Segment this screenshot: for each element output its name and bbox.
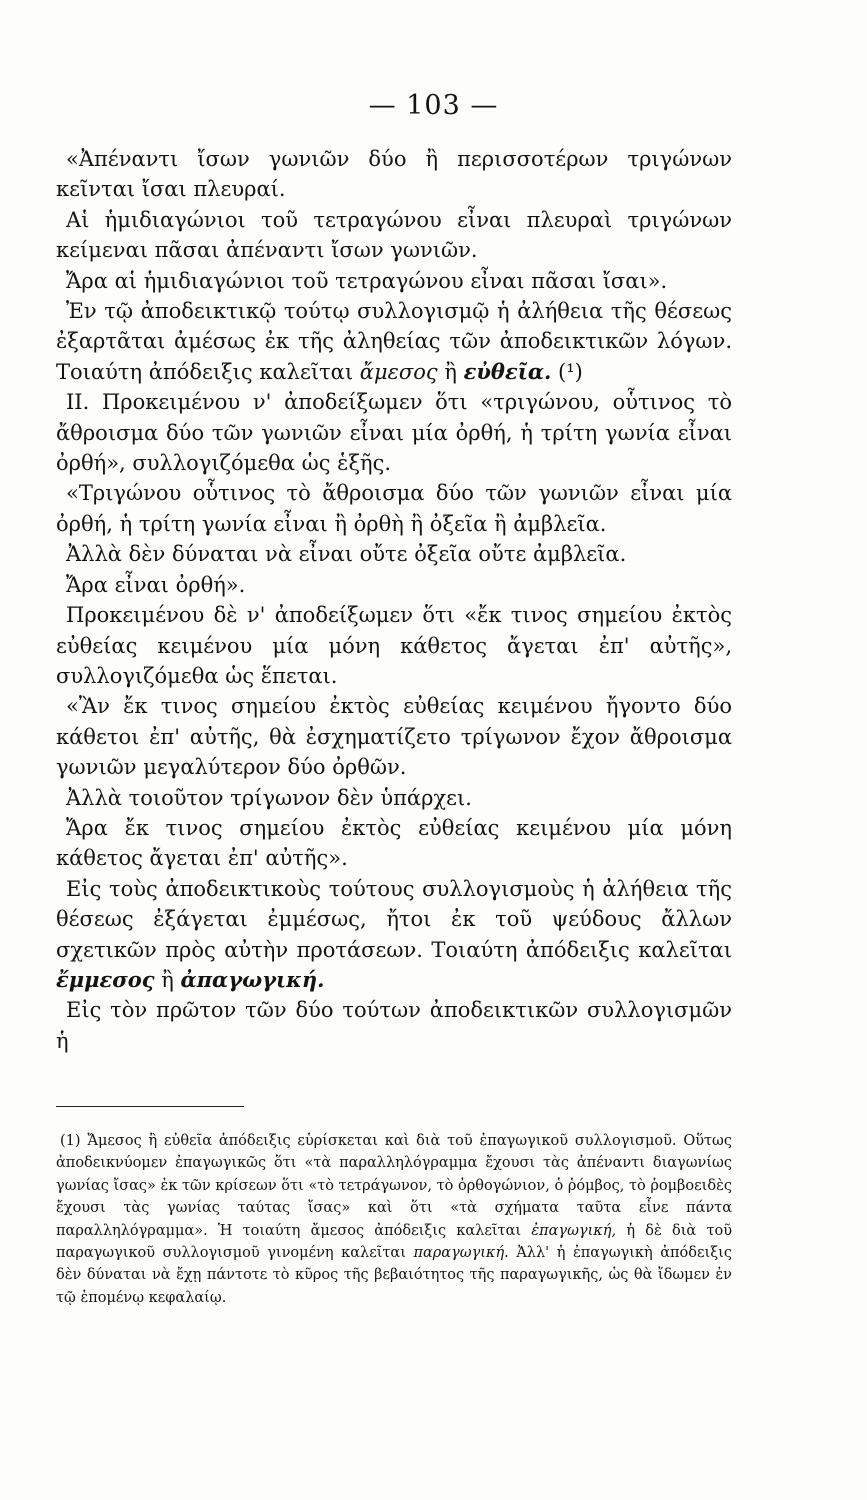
- footnote-reference: (¹): [558, 359, 583, 384]
- term-apagogic: ἀπαγωγική.: [180, 966, 325, 992]
- term-indirect: ἔμμεσος: [56, 966, 155, 992]
- paragraph: Ἀλλὰ δὲν δύναται νὰ εἶναι οὔτε ὀξεῖα οὔτε ἀμβλεῖα.: [66, 542, 627, 567]
- footnote-term-inductive: ἐπαγωγική,: [531, 1222, 617, 1239]
- paragraph: Προκειμένου δὲ ν' ἀποδείξωμεν ὅτι «ἔκ τινος σημείου ἐκτὸς εὐθείας κειμένου μία μόνη κάθετος ἄγεται ἐπ' αὐτῆς», συλλογιζόμεθα ὡς ἕπεται.: [56, 603, 732, 688]
- paragraph: Ἀλλὰ τοιοῦτον τρίγωνον δὲν ὑπάρχει.: [66, 785, 472, 810]
- page-number: — 103 —: [368, 90, 499, 121]
- paragraph-indirect-proof: [56, 874, 732, 996]
- paragraph: Ἄρα αἱ ἡμιδιαγώνιοι τοῦ τετραγώνου εἶναι πᾶσαι ἴσαι».: [66, 268, 668, 293]
- footnote-text: Ἀλλ' ἡ ἐπαγωγικὴ ἀπόδειξις δὲν δύναται νὰ ἔχῃ πάντοτε τὸ κῦρος τῆς βεβαιότητος τῆς παραγωγικῆς, ὡς θὰ ἴδωμεν ἐν τῷ ἑπομένῳ κεφαλαίῳ.: [56, 1245, 732, 1306]
- term-or: ἢ: [161, 967, 174, 992]
- footnote-text: ἡ δὲ διὰ τοῦ παραγωγικοῦ συλλογισμοῦ γινομένη καλεῖται: [56, 1222, 733, 1262]
- term-direct: ἄμεσος: [359, 359, 438, 384]
- footnote: [56, 1130, 732, 1309]
- footnote-paragraph: [56, 1130, 732, 1309]
- paragraph: Ἄρα ἔκ τινος σημείου ἐκτὸς εὐθείας κειμένου μία μόνη κάθετος ἄγεται ἐπ' αὐτῆς».: [56, 815, 732, 871]
- paragraph-direct-proof: [56, 296, 732, 387]
- footnote-text: Ἄμεσος ἢ εὐθεῖα ἀπόδειξις εὑρίσκεται καὶ διὰ τοῦ ἐπαγωγικοῦ συλλογισμοῦ. Οὕτως ἀποδεικνύομεν ἐπαγωγικῶς ὅτι «τὰ παραλληλόγραμμα ἔχουσι τὰς ἀπέναντι διαγωνίως γωνίας ἴσας» ἐκ τῶν κρίσεων ὅτι «τὸ τετράγωνον, τὸ ὀρθογώνιον, ὁ ῥόμβος, τὸ ῥομβοειδὲς ἔχουσι τὰς γωνίας ταύτας ἴσας» καὶ ὅτι «τὰ σχήματα ταῦτα εἶνε πάντα παραλληλόγραμμα». Ἡ τοιαύτη ἄμεσος ἀπόδειξις καλεῖται: [56, 1133, 732, 1239]
- paragraph: Αἱ ἡμιδιαγώνιοι τοῦ τετραγώνου εἶναι πλευραὶ τριγώνων κείμεναι πᾶσαι ἀπέναντι ἴσων γωνιῶν.: [56, 207, 732, 263]
- term-straight: εὐθεῖα.: [463, 358, 552, 384]
- paragraph: «Ἂν ἔκ τινος σημείου ἐκτὸς εὐθείας κειμένου ἤγοντο δύο κάθετοι ἐπ' αὐτῆς, θὰ ἐσχηματίζετο τρίγωνον ἔχον ἄθροισμα γωνιῶν μεγαλύτερον δύο ὀρθῶν.: [56, 694, 732, 780]
- paragraph: Ἄρα εἶναι ὀρθή».: [66, 572, 246, 597]
- footnote-term-deductive: παραγωγική.: [413, 1245, 509, 1262]
- term-or: ἢ: [444, 359, 457, 384]
- main-text: [56, 144, 732, 1056]
- paragraph: Εἰς τὸν πρῶτον τῶν δύο τούτων ἀποδεικτικῶν συλλογισμῶν ἡ: [56, 998, 732, 1053]
- paragraph-text: Ἐν τῷ ἀποδεικτικῷ τούτῳ συλλογισμῷ ἡ ἀλήθεια τῆς θέσεως ἐξαρτᾶται ἀμέσως ἐκ τῆς ἀληθείας τῶν ἀποδεικτικῶν λόγων. Τοιαύτη ἀπόδειξις καλεῖται: [56, 299, 732, 384]
- paragraph: «Τριγώνου οὗτινος τὸ ἄθροισμα δύο τῶν γωνιῶν εἶναι μία ὀρθή, ἡ τρίτη γωνία εἶναι ἢ ὀρθὴ ἢ ὀξεῖα ἢ ἀμβλεῖα.: [56, 481, 732, 536]
- paragraph: «Ἀπέναντι ἴσων γωνιῶν δύο ἢ περισσοτέρων τριγώνων κεῖνται ἴσαι πλευραί.: [56, 147, 732, 202]
- footnote-separator: [56, 1106, 244, 1107]
- paragraph: II. Προκειμένου ν' ἀποδείξωμεν ὅτι «τριγώνου, οὗτινος τὸ ἄθροισμα δύο τῶν γωνιῶν εἶναι μία ὀρθή, ἡ τρίτη γωνία εἶναι ὀρθή», συλλογιζόμεθα ὡς ἑξῆς.: [56, 390, 732, 476]
- paragraph-text: Εἰς τοὺς ἀποδεικτικοὺς τούτους συλλογισμοὺς ἡ ἀλήθεια τῆς θέσεως ἐξάγεται ἐμμέσως, ἤτοι ἐκ τοῦ ψεύδους ἄλλων σχετικῶν πρὸς αὐτὴν προτάσεων. Τοιαύτη ἀπόδειξις καλεῖται: [56, 876, 732, 962]
- footnote-marker: (1): [60, 1133, 81, 1149]
